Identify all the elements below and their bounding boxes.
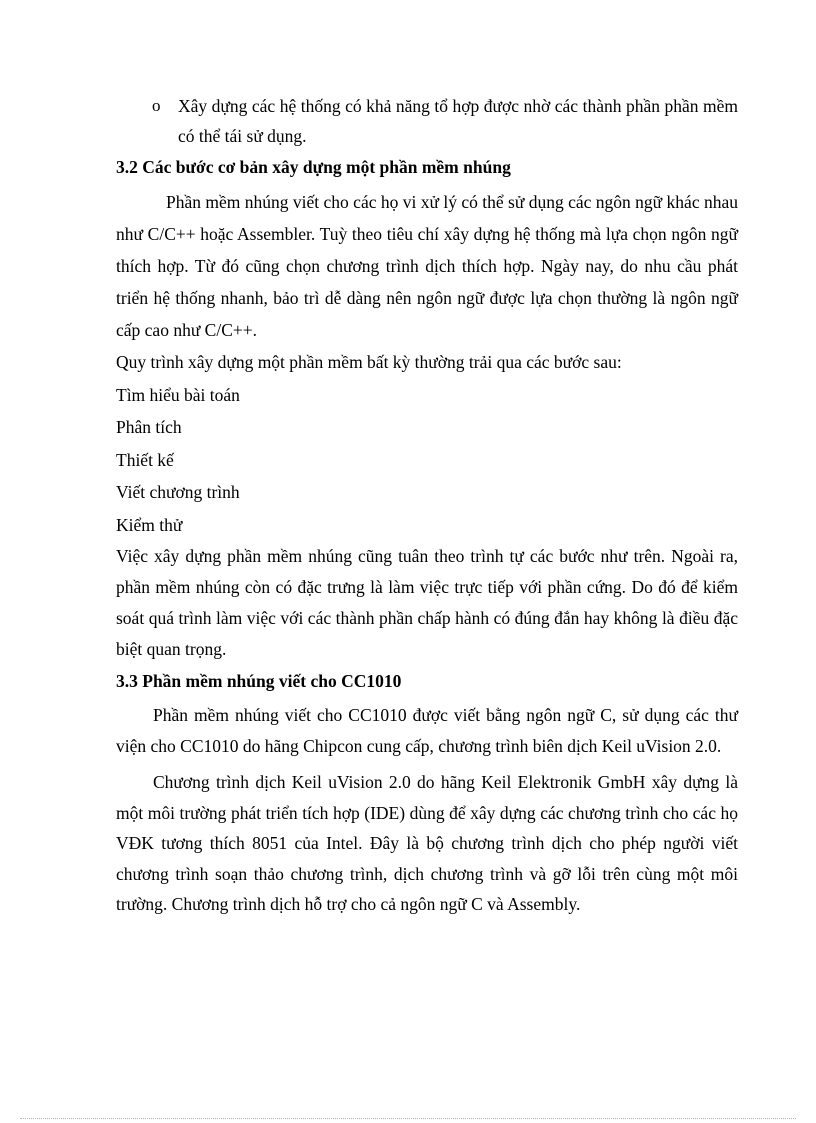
process-step: Phân tích [116,417,182,437]
bullet-circle-icon: o [152,96,161,115]
paragraph-keil-uvision: Chương trình dịch Keil uVision 2.0 do hãng Keil Elektronik GmbH xây dựng là một môi trường phát triển tích hợp (IDE) dùng để xây dựng các chương trình cho các họ VĐK tương thích 8051 của Intel. Đây là bộ chương trình dịch cho phép người viết chương trình soạn thảo chương trình, dịch chương trình và gỡ lỗi trên cùng một môi trường. Chương trình dịch hỗ trợ cho cả ngôn ngữ C và Assembly. [116,772,738,914]
paragraph-embedded-languages: Phần mềm nhúng viết cho các họ vi xử lý có thể sử dụng các ngôn ngữ khác nhau như C/C++ hoặc Assembler. Tuỳ theo tiêu chí xây dựng hệ thống mà lựa chọn ngôn ngữ thích hợp. Từ đó cũng chọn chương trình dịch thích hợp. Ngày nay, do nhu cầu phát triển hệ thống nhanh, bảo trì dễ dàng nên ngôn ngữ được lựa chọn thường là ngôn ngữ cấp cao như C/C++. [116,192,738,340]
process-step: Thiết kế [116,449,174,470]
process-step: Viết chương trình [116,482,240,502]
paragraph-cc1010-software: Phần mềm nhúng viết cho CC1010 được viết bằng ngôn ngữ C, sử dụng các thư viện cho CC1010 do hãng Chipcon cung cấp, chương trình biên dịch Keil uVision 2.0. [116,705,738,756]
page-bottom-divider [20,1118,796,1119]
process-step: Tìm hiểu bài toán [116,384,240,405]
bullet-text: Xây dựng các hệ thống có khả năng tổ hợp được nhờ các thành phần phần mềm có thể tái sử dụng. [178,96,738,146]
process-steps-list [116,379,738,542]
process-intro: Quy trình xây dựng một phần mềm bất kỳ thường trải qua các bước sau: [116,352,622,372]
section-heading-3-3: 3.3 Phần mềm nhúng viết cho CC1010 [116,671,402,691]
document-page [116,91,738,920]
section-heading-3-2: 3.2 Các bước cơ bản xây dựng một phần mềm nhúng [116,157,511,177]
process-step: Kiểm thử [116,514,183,535]
bullet-item [116,91,738,151]
paragraph-embedded-process: Việc xây dựng phần mềm nhúng cũng tuân theo trình tự các bước như trên. Ngoài ra, phần mềm nhúng còn có đặc trưng là làm việc trực tiếp với phần cứng. Do đó để kiểm soát quá trình làm việc với các thành phần chấp hành có đúng đắn hay không là điều đặc biệt quan trọng. [116,546,738,659]
